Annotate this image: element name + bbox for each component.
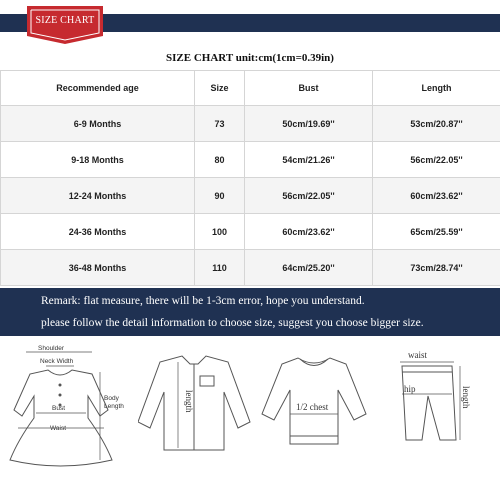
pants-diagram bbox=[376, 340, 476, 500]
dress-shoulder-label: Shoulder bbox=[38, 345, 65, 352]
pants-hip-label: hip bbox=[404, 384, 416, 394]
dress-bust-label: Bust bbox=[52, 405, 66, 412]
column-header-size: Size bbox=[195, 71, 245, 106]
pants-length-label: length bbox=[461, 386, 471, 409]
pants-outline bbox=[402, 366, 456, 440]
cell-length: 60cm/23.62'' bbox=[373, 178, 500, 214]
measurement-diagrams bbox=[0, 340, 500, 500]
table-row bbox=[1, 250, 500, 286]
cell-length: 65cm/25.59'' bbox=[373, 214, 500, 250]
size-table bbox=[0, 70, 500, 286]
chart-title: SIZE CHART unit:cm(1cm=0.39in) bbox=[166, 52, 334, 64]
dress-neck-width-label: Neck Width bbox=[40, 358, 74, 365]
size-chart-badge-label: SIZE CHART bbox=[35, 15, 95, 26]
button-icon bbox=[59, 384, 62, 387]
sweater-outline bbox=[262, 358, 366, 444]
cell-bust: 50cm/19.69'' bbox=[245, 106, 373, 142]
column-header-bust: Bust bbox=[245, 71, 373, 106]
cell-length: 53cm/20.87'' bbox=[373, 106, 500, 142]
dress-length-label: Length bbox=[104, 403, 124, 410]
pants-waist-label: waist bbox=[408, 350, 427, 360]
size-chart-ribbon bbox=[25, 6, 105, 46]
cell-size: 73 bbox=[195, 106, 245, 142]
dress-body-label: Body bbox=[104, 395, 119, 402]
column-header-age: Recommended age bbox=[1, 71, 195, 106]
cell-size: 100 bbox=[195, 214, 245, 250]
cell-length: 56cm/22.05'' bbox=[373, 142, 500, 178]
cell-size: 90 bbox=[195, 178, 245, 214]
cell-bust: 60cm/23.62'' bbox=[245, 214, 373, 250]
dress-waist-label: Waist bbox=[50, 425, 67, 432]
remark-line-2: please follow the detail information to choose size, suggest you choose bigger size. bbox=[41, 317, 424, 329]
sweater-diagram bbox=[258, 340, 370, 500]
cell-age: 9-18 Months bbox=[1, 142, 195, 178]
table-header-row bbox=[1, 71, 500, 106]
cell-age: 12-24 Months bbox=[1, 178, 195, 214]
shirt-diagram bbox=[138, 340, 258, 500]
table-row bbox=[1, 178, 500, 214]
cell-length: 73cm/28.74'' bbox=[373, 250, 500, 286]
cell-age: 6-9 Months bbox=[1, 106, 195, 142]
column-header-length: Length bbox=[373, 71, 500, 106]
cell-bust: 54cm/21.26'' bbox=[245, 142, 373, 178]
remark-line-1: Remark: flat measure, there will be 1-3cm error, hope you understand. bbox=[41, 295, 365, 307]
sweater-chest-label: 1/2 chest bbox=[296, 402, 329, 412]
dress-diagram bbox=[0, 340, 132, 500]
table-row bbox=[1, 142, 500, 178]
cell-size: 110 bbox=[195, 250, 245, 286]
cell-age: 36-48 Months bbox=[1, 250, 195, 286]
table-row bbox=[1, 106, 500, 142]
shirt-length-label: length bbox=[184, 390, 194, 413]
remark-band bbox=[0, 288, 500, 336]
cell-bust: 56cm/22.05'' bbox=[245, 178, 373, 214]
table-row bbox=[1, 214, 500, 250]
cell-age: 24-36 Months bbox=[1, 214, 195, 250]
button-icon bbox=[59, 394, 62, 397]
cell-bust: 64cm/25.20'' bbox=[245, 250, 373, 286]
cell-size: 80 bbox=[195, 142, 245, 178]
